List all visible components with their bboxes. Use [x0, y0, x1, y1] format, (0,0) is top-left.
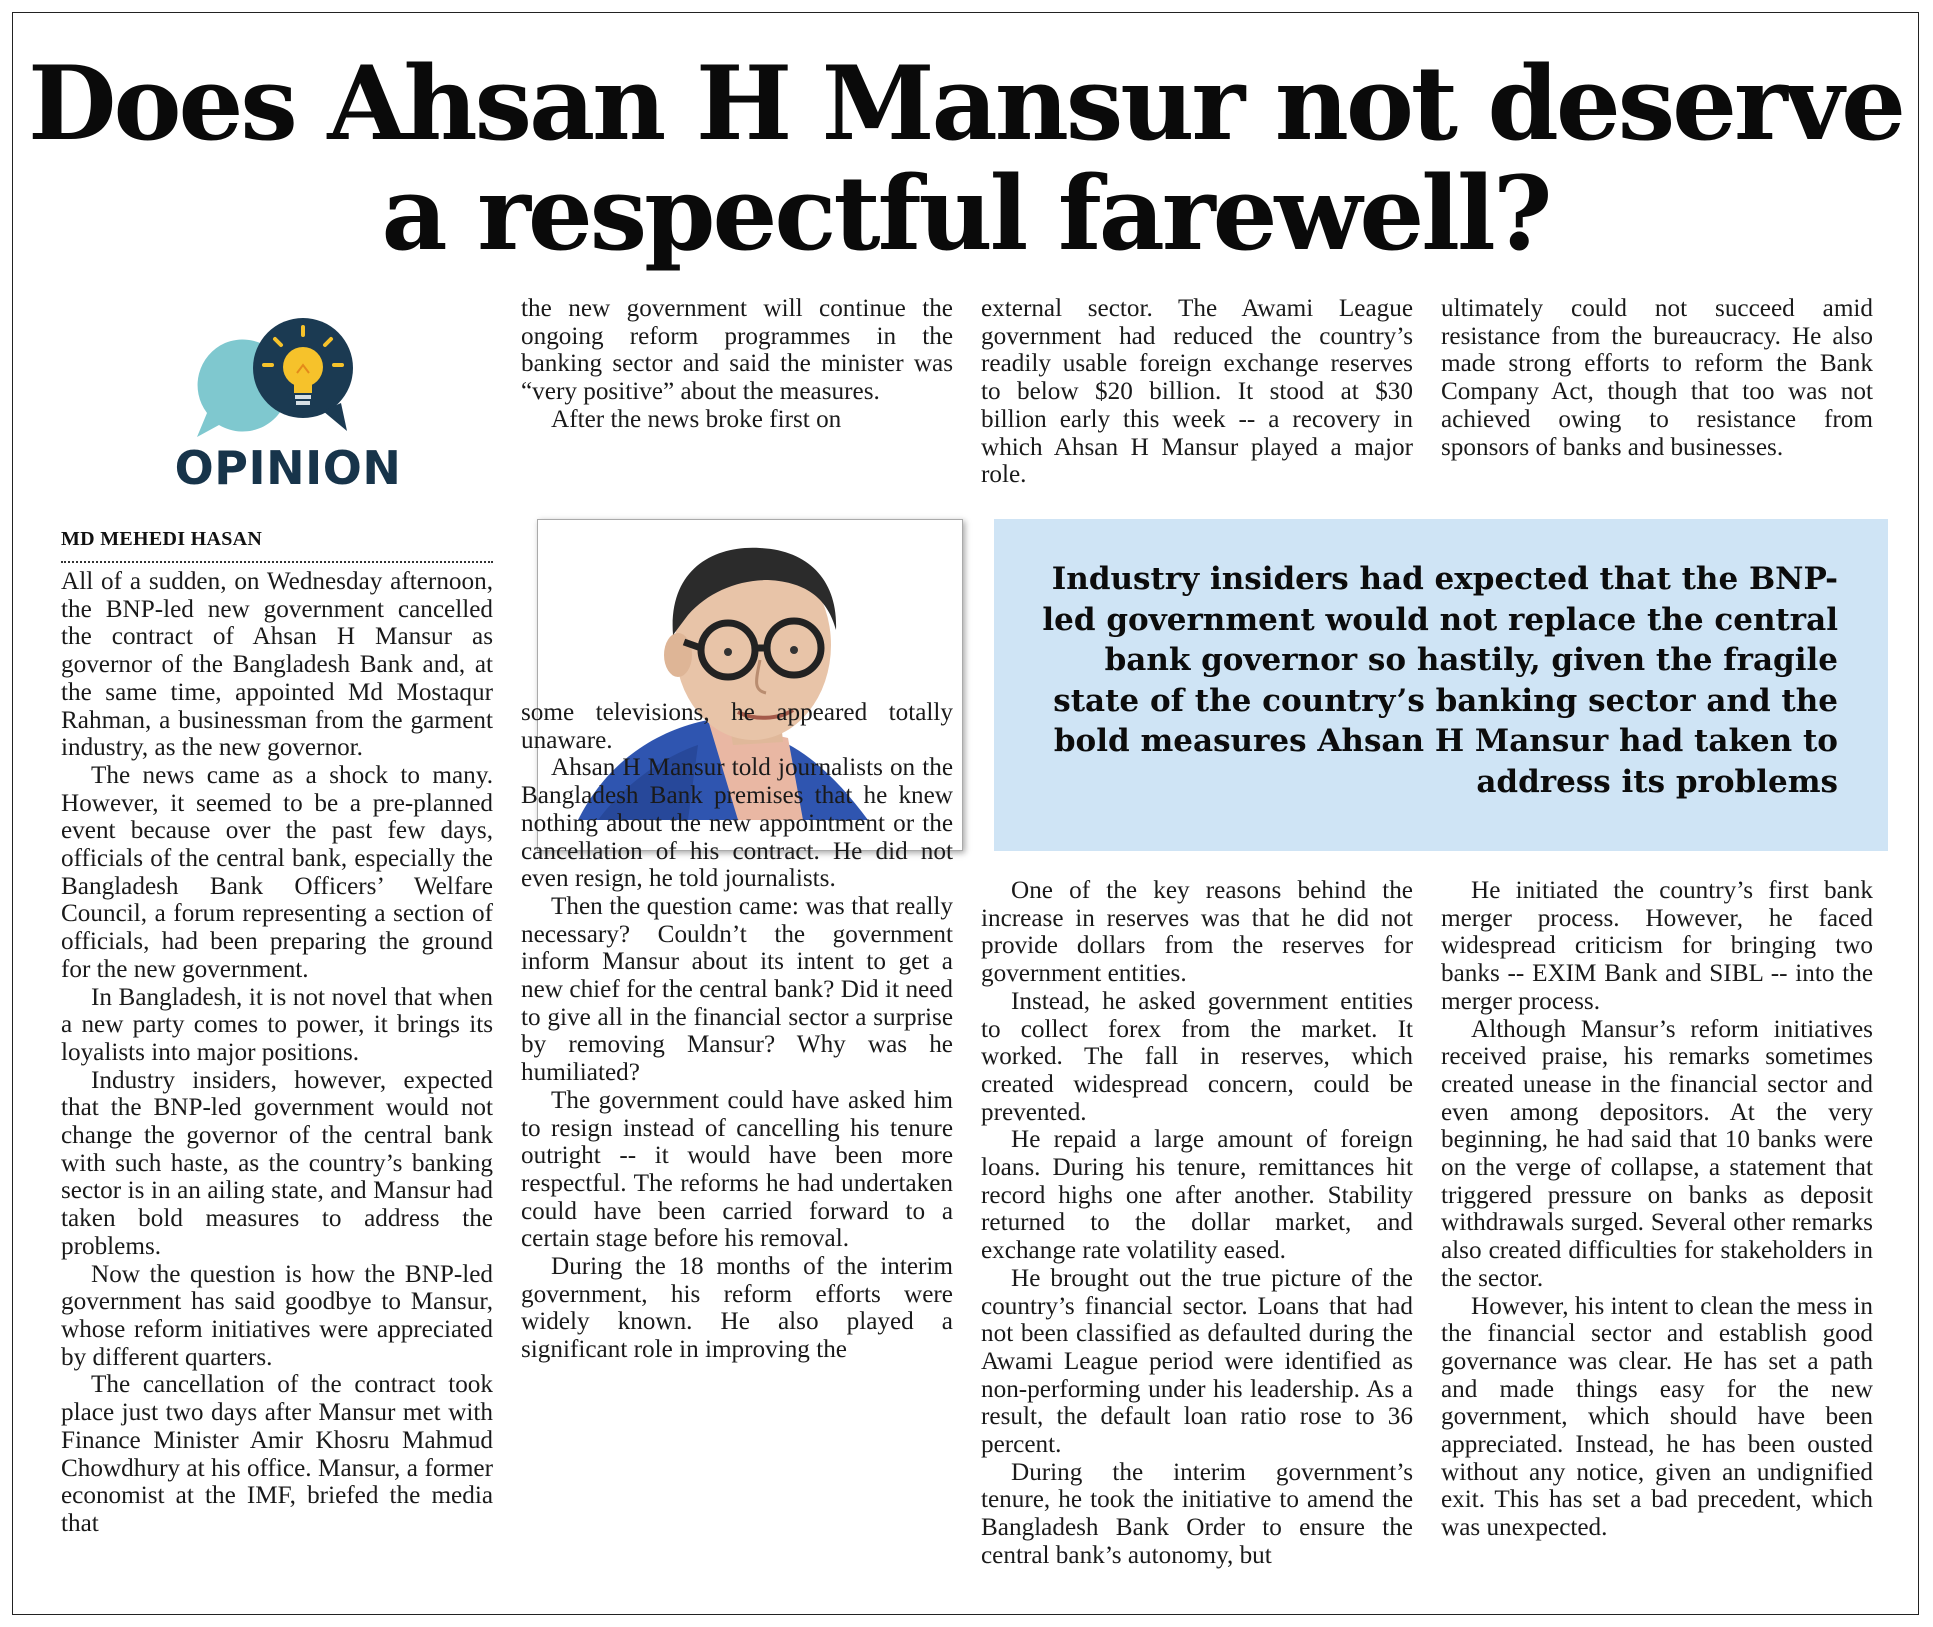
- paragraph: The government could have asked him to resign instead of cancelling his tenure outright -- it would have been more respectful. The reforms he had undertaken could have been carried forward to a certain stage before his removal.: [521, 1086, 953, 1253]
- paragraph: During the 18 months of the interim government, his reform efforts were widely known. He also played a significant role in improving the: [521, 1253, 953, 1364]
- pull-quote: Industry insiders had expected that the BNP-led government would not replace the central bank governor so hastily, given the fragile state of the country’s banking sector and the bold measures Ahsan H Mansur had taken to address its problems: [994, 519, 1888, 851]
- paragraph: external sector. The Awami League government had reduced the country’s readily usable foreign exchange reserves to below $20 billion. It stood at $30 billion early this week -- a recovery in which Ahsan H Mansur played a major role.: [981, 295, 1413, 489]
- paragraph: All of a sudden, on Wednesday afternoon, the BNP-led new government cancelled the contract of Ahsan H Mansur as governor of the Bangladesh Bank and, at the same time, appointed Md Mostaqur Rahman, a businessman from the garment industry, as the new governor.: [61, 568, 493, 762]
- paragraph: He brought out the true picture of the country’s financial sector. Loans that had not been classified as defaulted during the Awami League period were identified as non-performing under his leadership. As a result, the default loan ratio rose to 36 percent.: [981, 1264, 1413, 1459]
- opinion-section-logo: [163, 313, 413, 503]
- paragraph: He repaid a large amount of foreign loans. During his tenure, remittances hit record highs one after another. Stability returned to the dollar market, and exchange rate volatility eased.: [981, 1126, 1413, 1265]
- paragraph: some televisions, he appeared totally unaware.: [521, 699, 953, 754]
- headline: [13, 44, 1918, 274]
- paragraph: Although Mansur’s reform initiatives received praise, his remarks sometimes created unease in the financial sector and even among depositors. At the very beginning, he had said that 10 banks were on the verge of collapse, a statement that triggered pressure on banks as deposit withdrawals surged. Several other remarks also created difficulties for stakeholders in the sector.: [1441, 1015, 1873, 1292]
- paragraph: Then the question came: was that really necessary? Couldn’t the government inform Mansur about its intent to get a new chief for the central bank? Did it need to give all in the financial sector a surprise by removing Mansur? Why was he humiliated?: [521, 892, 953, 1087]
- paragraph: He initiated the country’s first bank merger process. However, he faced widespread criticism for bringing two banks -- EXIM Bank and SIBL -- into the merger process.: [1441, 877, 1873, 1015]
- column-4-bottom: [1441, 877, 1873, 1542]
- paragraph: ultimately could not succeed amid resistance from the bureaucracy. He also made strong efforts to reform the Bank Company Act, though that too was not achieved owing to resistance from sponsors of banks and businesses.: [1441, 295, 1873, 461]
- speech-bubbles-lightbulb-icon: [163, 313, 413, 443]
- column-4-top: [1441, 295, 1873, 461]
- column-3-bottom: [981, 877, 1413, 1570]
- newspaper-page: [12, 12, 1919, 1615]
- column-2-top: [521, 295, 953, 434]
- paragraph: the new government will continue the ongoing reform programmes in the banking sector and said the minister was “very positive” about the measures.: [521, 295, 953, 406]
- headline-line-1: Does Ahsan H Mansur not deserve: [28, 44, 1903, 164]
- paragraph: In Bangladesh, it is not novel that when a new party comes to power, it brings its loyalists into major positions.: [61, 983, 493, 1066]
- paragraph: One of the key reasons behind the increase in reserves was that he did not provide dollars from the reserves for government entities.: [981, 877, 1413, 988]
- paragraph: Ahsan H Mansur told journalists on the Bangladesh Bank premises that he knew nothing about the new appointment or the cancellation of his contract. He did not even resign, he told journalists.: [521, 754, 953, 893]
- column-2-bottom: [521, 699, 953, 1364]
- paragraph: During the interim government’s tenure, he took the initiative to amend the Bangladesh Bank Order to ensure the central bank’s autonomy, but: [981, 1458, 1413, 1569]
- paragraph: Now the question is how the BNP-led government has said goodbye to Mansur, whose reform initiatives were appreciated by different quarters.: [61, 1260, 493, 1371]
- column-1: [61, 568, 493, 1538]
- column-3-top: [981, 295, 1413, 489]
- section-label: OPINION: [174, 441, 402, 495]
- paragraph: After the news broke first on: [551, 405, 842, 433]
- headline-line-2: a respectful farewell?: [381, 154, 1550, 274]
- paragraph: The news came as a shock to many. However, it seemed to be a pre-planned event because over the past few days, officials of the central bank, especially the Bangladesh Bank Officers’ Welfare Council, a forum representing a section of officials, had been preparing the ground for the new government.: [61, 761, 493, 983]
- paragraph: The cancellation of the contract took place just two days after Mansur met with Finance Minister Amir Khosru Mahmud Chowdhury at his office. Mansur, a former economist at the IMF, briefed the media that: [61, 1371, 493, 1537]
- paragraph: Instead, he asked government entities to collect forex from the market. It worked. The fall in reserves, which created widespread concern, could be prevented.: [981, 987, 1413, 1126]
- paragraph: Industry insiders, however, expected that the BNP-led government would not change the governor of the central bank with such haste, as the country’s banking sector is in an ailing state, and Mansur had taken bold measures to address the problems.: [61, 1066, 493, 1260]
- byline: MD MEHEDI HASAN: [61, 528, 493, 563]
- paragraph: However, his intent to clean the mess in the financial sector and establish good governance was clear. He has set a path and made things easy for the new government, which should have been appreciated. Instead, he has been ousted without any notice, given an undignified exit. This has set a bad precedent, which was unexpected.: [1441, 1292, 1873, 1542]
